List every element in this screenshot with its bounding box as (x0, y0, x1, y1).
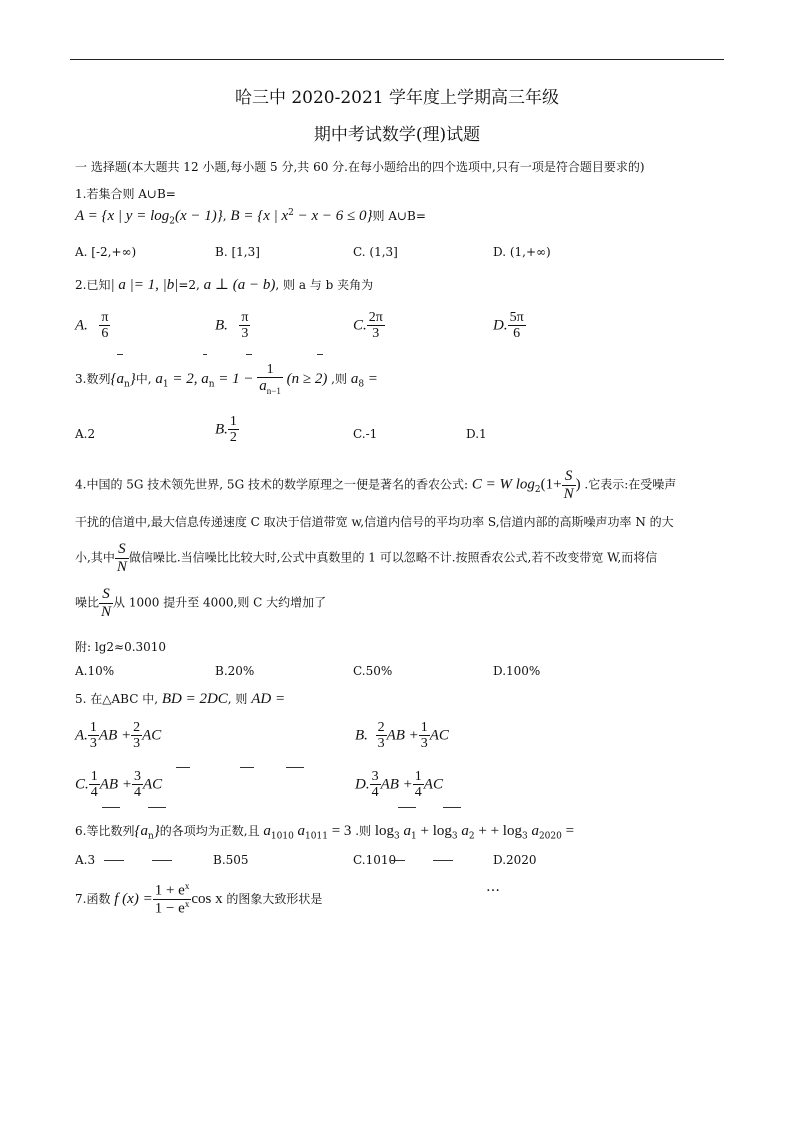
q4-option-d[interactable]: D.100% (493, 664, 541, 678)
q4-option-b[interactable]: B.20% (215, 664, 255, 678)
q6-stem: 6.等比数列$\{a_n\}$的各项均为正数,且 $a_{1010}$ $a_{1011} = 3$ .则 $\log_3 a_1 + \log_3 a_2$ + + $\log_3 a_{2020}$ = (75, 823, 575, 842)
vector-arrow-mark (117, 354, 123, 355)
vector-arrow-mark (398, 807, 416, 808)
q1-sets: A = {x | $y = \log_2(x - 1)$}, B = {x | $x^2 - x - 6 \le 0$}则 A∪B= (75, 208, 426, 227)
q4-line1: 4.中国的 5G 技术领先世界, 5G 技术的数学原理之一便是著名的香农公式: C = W $\log_2(1+$ $\frac{S}{N}$ ) .它表示:在受噪声 (75, 468, 677, 502)
q1-option-c[interactable]: C. (1,3] (353, 245, 398, 259)
q1-option-d[interactable]: D. (1,+∞) (493, 245, 551, 259)
exam-subtitle: 期中考试数学(理)试题 (313, 125, 481, 145)
q5-option-b[interactable]: B. $\frac{2}{3}$ AB + $\frac{1}{3}$ AC (355, 720, 449, 752)
q1-option-a[interactable]: A. [-2,+∞) (75, 245, 137, 259)
vector-arrow-mark (443, 807, 461, 808)
q1-stem: 1.若集合则 A∪B= (75, 187, 176, 201)
vector-arrow-mark (148, 807, 166, 808)
vector-arrow-mark (102, 807, 120, 808)
q4-note: 附: lg2≈0.3010 (75, 640, 167, 654)
section-intro: 一 选择题(本大题共 12 小题,每小题 5 分,共 60 分.在每小题给出的四个选项中,只有一项是符合题目要求的) (75, 160, 645, 174)
q4-line4: 噪比 $\frac{S}{N}$ 从 1000 提升至 4000,则 C 大约增加了 (75, 586, 327, 620)
q7-stem: 7.函数 f (x) = $\frac{1 + e^x}{1 - e^x}$ cos x 的图象大致形状是 (75, 881, 323, 917)
vector-arrow-mark (240, 767, 254, 768)
q3-stem: 3.数列$\{a_n\}$中, $a_1 = 2$, $a_n = 1$ − $\frac{1}{a_{n-1}}$ (n ≥ 2) ,则 $a_8$ = (75, 362, 378, 397)
q1-option-b[interactable]: B. [1,3] (215, 245, 260, 259)
q2-option-c[interactable]: C. $\frac{2\pi}{3}$ (353, 310, 383, 342)
q4-line3: 小,其中 $\frac{S}{N}$ 做信噪比.当信噪比比较大时,公式中真数里的 1 可以忽略不计.按照香农公式,若不改变带宽 W,而将信 (75, 541, 658, 575)
q3-option-b[interactable]: B. $\frac{1}{2}$ (215, 414, 237, 446)
q4-line2: 干扰的信道中,最大信息传递速度 C 取决于信道带宽 w,信道内信号的平均功率 S,信道内部的高斯噪声功率 N 的大 (75, 515, 674, 529)
q2-stem: 2.已知| a |= 1, |b|=2, a ⊥ (a − b), 则 a 与 b 夹角为 (75, 277, 374, 293)
dash-mark (391, 860, 405, 861)
q3-option-d[interactable]: D.1 (466, 427, 487, 441)
q5-stem: 5. 在△ABC 中, BD = 2DC, 则 AD = (75, 691, 286, 707)
q6-option-c[interactable]: C.1010 (353, 853, 397, 867)
vector-arrow-mark (286, 767, 304, 768)
dash-mark (152, 860, 172, 861)
top-rule (70, 59, 724, 60)
q2-option-a[interactable]: A. $\frac{\pi}{6}$ (75, 310, 109, 342)
q5-option-a[interactable]: A. $\frac{1}{3}$ AB + $\frac{2}{3}$ AC (75, 720, 162, 752)
ellipsis-mark: … (486, 879, 500, 895)
q3-option-c[interactable]: C.-1 (353, 427, 378, 441)
q6-option-a[interactable]: A.3 (75, 853, 96, 867)
q2-option-b[interactable]: B. $\frac{\pi}{3}$ (215, 310, 249, 342)
exam-title: 哈三中 2020-2021 学年度上学期高三年级 (234, 88, 560, 108)
dash-mark (104, 860, 124, 861)
q4-option-c[interactable]: C.50% (353, 664, 393, 678)
q3-option-a[interactable]: A.2 (75, 427, 96, 441)
vector-arrow-mark (246, 354, 252, 355)
q4-option-a[interactable]: A.10% (75, 664, 115, 678)
q6-option-d[interactable]: D.2020 (493, 853, 537, 867)
dash-mark (433, 860, 453, 861)
vector-arrow-mark (203, 354, 207, 355)
vector-arrow-mark (317, 354, 323, 355)
vector-arrow-mark (176, 767, 190, 768)
q6-option-b[interactable]: B.505 (213, 853, 249, 867)
q5-option-d[interactable]: D. $\frac{3}{4}$ AB + $\frac{1}{4}$ AC (355, 769, 443, 801)
q2-option-d[interactable]: D. $\frac{5\pi}{6}$ (493, 310, 524, 342)
q5-option-c[interactable]: C. $\frac{1}{4}$ AB + $\frac{3}{4}$ AC (75, 769, 163, 801)
